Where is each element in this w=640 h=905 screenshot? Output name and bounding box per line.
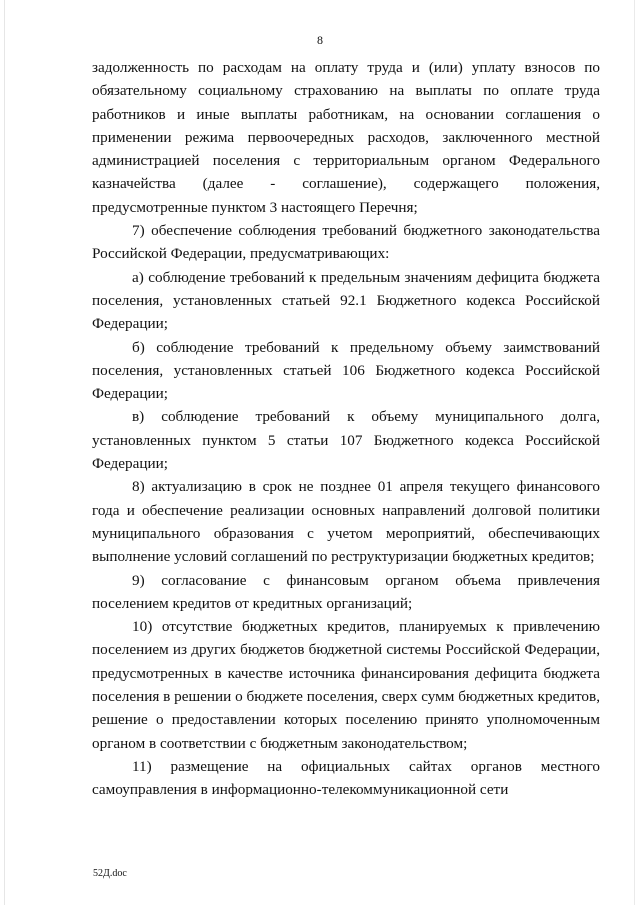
scan-edge-left: [4, 0, 5, 905]
page-number: 8: [317, 33, 323, 47]
paragraph-item-7: 7) обеспечение соблюдения требований бюджетного законодательства Российской Федерации, предусматривающих:: [92, 222, 600, 263]
paragraph-item-11: 11) размещение на официальных сайтах органов местного самоуправления в информационно-телекоммуникационной сети: [92, 757, 600, 799]
paragraph-subitem-a: а) соблюдение требований к предельным значениям дефицита бюджета поселения, установленных статьей 92.1 Бюджетного кодекса Российской Федерации;: [92, 268, 600, 333]
paragraph-continuation: задолженность по расходам на оплату труда и (или) уплату взносов по обязательному социальному страхованию на выплаты по оплате труда работников и иные выплаты работникам, на основании соглашения о применении режима первоочередных расходов, заключенного местной администрацией поселения с территориальным органом Федерального казначейства (далее - соглашение), содержащего положения, предусмотренные пунктом 3 настоящего Перечня;: [92, 59, 600, 216]
paragraph-item-9: 9) согласование с финансовым органом объема привлечения поселением кредитов от кредитных организаций;: [92, 571, 600, 612]
paragraph-item-8: 8) актуализацию в срок не позднее 01 апреля текущего финансового года и обеспечение реализации основных направлений долговой политики муниципального образования с учетом мероприятий, обеспечивающих выполнение условий соглашений по реструктуризации бюджетных кредитов;: [92, 478, 600, 566]
document-body: [92, 56, 600, 802]
scan-edge-right: [634, 0, 635, 905]
paragraph-subitem-b: б) соблюдение требований к предельному объему заимствований поселения, установленных статьей 106 Бюджетного кодекса Российской Федерации;: [92, 338, 600, 403]
file-name-footer: 52Д.doc: [93, 868, 127, 879]
paragraph-item-10: 10) отсутствие бюджетных кредитов, планируемых к привлечению поселением из других бюджетов бюджетной системы Российской Федерации, предусмотренных в качестве источника финансирования дефицита бюджета поселения в решении о бюджете поселения, сверх сумм бюджетных кредитов, решение о предоставлении которых поселению принято уполномоченным органом в соответствии с бюджетным законодательством;: [92, 618, 600, 752]
paragraph-subitem-v: в) соблюдение требований к объему муниципального долга, установленных пунктом 5 статьи 107 Бюджетного кодекса Российской Федерации;: [92, 408, 600, 473]
